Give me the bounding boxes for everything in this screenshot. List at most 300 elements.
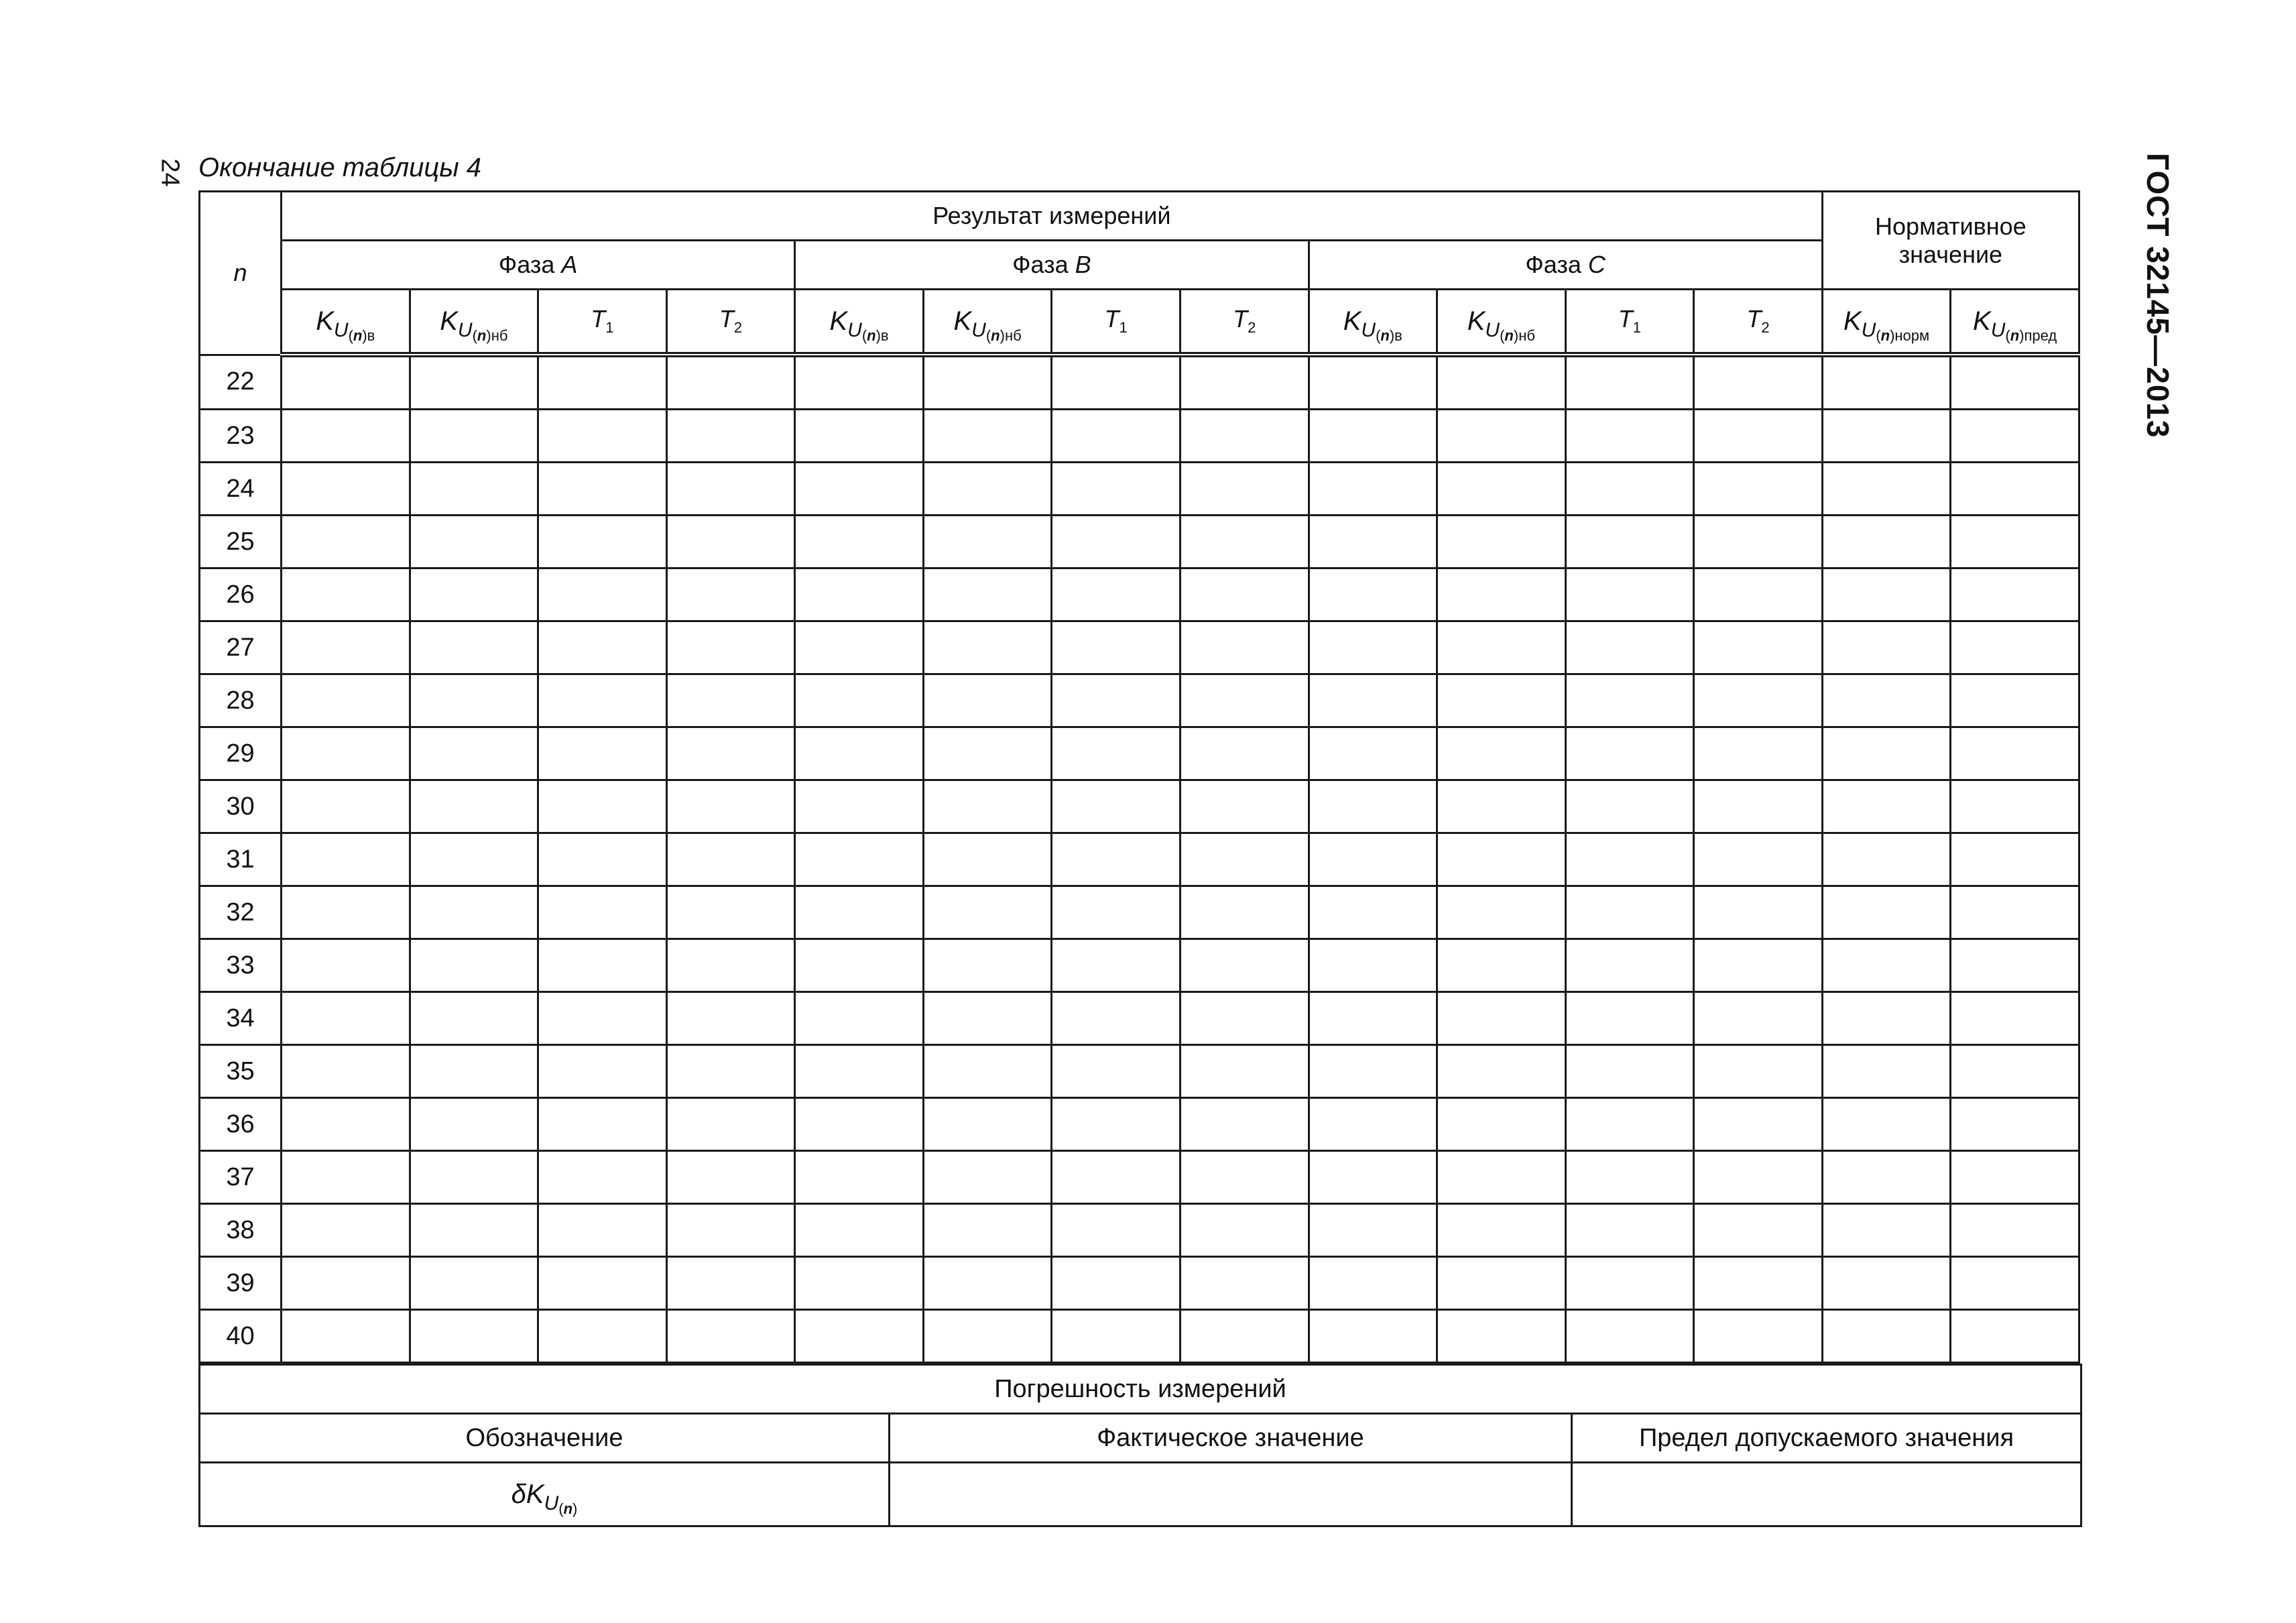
- value-cell[interactable]: [1437, 727, 1566, 780]
- value-cell[interactable]: [1822, 1098, 1951, 1151]
- value-cell[interactable]: [410, 992, 538, 1045]
- value-cell[interactable]: [282, 621, 410, 674]
- value-cell[interactable]: [1565, 463, 1694, 516]
- value-cell[interactable]: [1309, 1204, 1437, 1257]
- value-cell[interactable]: [1951, 939, 2079, 992]
- value-cell[interactable]: [1052, 833, 1181, 886]
- value-cell[interactable]: [795, 727, 924, 780]
- value-cell[interactable]: [795, 621, 924, 674]
- value-cell[interactable]: [1565, 1310, 1694, 1363]
- value-cell[interactable]: [795, 1045, 924, 1098]
- value-cell[interactable]: [1951, 568, 2079, 621]
- value-cell[interactable]: [666, 727, 795, 780]
- value-cell[interactable]: [1694, 727, 1823, 780]
- value-cell[interactable]: [282, 410, 410, 463]
- value-cell[interactable]: [1694, 1151, 1823, 1204]
- value-cell[interactable]: [1694, 516, 1823, 568]
- value-cell[interactable]: [1694, 1045, 1823, 1098]
- value-cell[interactable]: [1052, 674, 1181, 727]
- value-cell[interactable]: [1822, 1045, 1951, 1098]
- value-cell[interactable]: [282, 355, 410, 410]
- value-cell[interactable]: [666, 516, 795, 568]
- symbol-нб: $K_{U(n)нб}$: [440, 306, 508, 344]
- value-cell[interactable]: [1694, 410, 1823, 463]
- value-cell[interactable]: [282, 1310, 410, 1363]
- value-cell[interactable]: [1180, 1310, 1309, 1363]
- value-cell[interactable]: [1565, 516, 1694, 568]
- value-cell[interactable]: [1437, 780, 1566, 833]
- table-row: [200, 568, 2079, 621]
- value-cell[interactable]: [1437, 463, 1566, 516]
- value-cell[interactable]: [282, 886, 410, 939]
- value-cell[interactable]: [1437, 355, 1566, 410]
- table-row: [200, 674, 2079, 727]
- value-cell[interactable]: [1822, 939, 1951, 992]
- value-cell[interactable]: [795, 568, 924, 621]
- value-cell[interactable]: [1052, 939, 1181, 992]
- value-cell[interactable]: [1565, 727, 1694, 780]
- value-cell[interactable]: [1694, 463, 1823, 516]
- row-number: 39: [200, 1257, 282, 1310]
- value-cell[interactable]: [1180, 1151, 1309, 1204]
- value-cell[interactable]: [1309, 992, 1437, 1045]
- value-cell[interactable]: [795, 410, 924, 463]
- value-cell[interactable]: [666, 780, 795, 833]
- value-cell[interactable]: [1309, 1257, 1437, 1310]
- value-cell[interactable]: [795, 1098, 924, 1151]
- value-cell[interactable]: [923, 410, 1052, 463]
- value-cell[interactable]: [282, 1151, 410, 1204]
- value-cell[interactable]: [1180, 1204, 1309, 1257]
- value-cell[interactable]: [1052, 516, 1181, 568]
- value-cell[interactable]: [666, 410, 795, 463]
- value-cell[interactable]: [666, 674, 795, 727]
- value-cell[interactable]: [1951, 1257, 2079, 1310]
- value-cell[interactable]: [538, 355, 667, 410]
- value-cell[interactable]: [923, 516, 1052, 568]
- value-cell[interactable]: [923, 1310, 1052, 1363]
- value-cell[interactable]: [1180, 886, 1309, 939]
- value-cell[interactable]: [1052, 780, 1181, 833]
- value-cell[interactable]: [795, 1151, 924, 1204]
- value-cell[interactable]: [1052, 1310, 1181, 1363]
- value-cell[interactable]: [1822, 833, 1951, 886]
- value-cell[interactable]: [538, 886, 667, 939]
- value-cell[interactable]: [410, 1098, 538, 1151]
- value-cell[interactable]: [1694, 833, 1823, 886]
- value-cell[interactable]: [923, 463, 1052, 516]
- value-cell[interactable]: [795, 1204, 924, 1257]
- value-cell[interactable]: [282, 516, 410, 568]
- column-header-phase2-0: [1309, 290, 1437, 355]
- value-cell[interactable]: [1565, 886, 1694, 939]
- value-cell[interactable]: [282, 939, 410, 992]
- table-row: [200, 1310, 2079, 1363]
- value-cell[interactable]: [666, 568, 795, 621]
- value-cell[interactable]: [1694, 886, 1823, 939]
- value-cell[interactable]: [666, 621, 795, 674]
- value-cell[interactable]: [410, 1045, 538, 1098]
- value-cell[interactable]: [1437, 1045, 1566, 1098]
- row-number: 32: [200, 886, 282, 939]
- value-cell[interactable]: [1180, 516, 1309, 568]
- page-number: 24: [156, 158, 184, 187]
- value-cell[interactable]: [1309, 1151, 1437, 1204]
- value-cell[interactable]: [795, 939, 924, 992]
- value-cell[interactable]: [1822, 410, 1951, 463]
- value-cell[interactable]: [1694, 1257, 1823, 1310]
- value-cell[interactable]: [538, 727, 667, 780]
- value-cell[interactable]: [1180, 1257, 1309, 1310]
- value-cell[interactable]: [1437, 992, 1566, 1045]
- table-row: [200, 833, 2079, 886]
- value-cell[interactable]: [538, 621, 667, 674]
- value-cell[interactable]: [410, 1257, 538, 1310]
- value-cell[interactable]: [923, 992, 1052, 1045]
- value-cell[interactable]: [795, 674, 924, 727]
- value-cell[interactable]: [1052, 1045, 1181, 1098]
- value-cell[interactable]: [1822, 568, 1951, 621]
- value-cell[interactable]: [1180, 674, 1309, 727]
- value-cell[interactable]: [923, 886, 1052, 939]
- norm-column-header-1: [1951, 290, 2079, 355]
- phase-header-0: Фаза A: [282, 241, 795, 290]
- value-cell[interactable]: [795, 886, 924, 939]
- value-cell[interactable]: [1951, 1045, 2079, 1098]
- value-cell[interactable]: [1309, 939, 1437, 992]
- value-cell[interactable]: [1694, 939, 1823, 992]
- value-cell[interactable]: [666, 886, 795, 939]
- value-cell[interactable]: [1694, 992, 1823, 1045]
- value-cell[interactable]: [1565, 939, 1694, 992]
- column-header-phase2-3: [1694, 290, 1823, 355]
- value-cell[interactable]: [538, 939, 667, 992]
- value-cell[interactable]: [1309, 621, 1437, 674]
- norm-column-header-0: [1822, 290, 1951, 355]
- value-cell[interactable]: [1951, 463, 2079, 516]
- value-cell[interactable]: [282, 568, 410, 621]
- value-cell[interactable]: [1951, 1151, 2079, 1204]
- value-cell[interactable]: [1052, 463, 1181, 516]
- value-cell[interactable]: [410, 355, 538, 410]
- error-col-designation: Обозначение: [200, 1414, 890, 1463]
- value-cell[interactable]: [410, 727, 538, 780]
- value-cell[interactable]: [666, 1204, 795, 1257]
- value-cell[interactable]: [1694, 780, 1823, 833]
- value-cell[interactable]: [923, 1204, 1052, 1257]
- value-cell[interactable]: [1309, 410, 1437, 463]
- value-cell[interactable]: [1052, 355, 1181, 410]
- value-cell[interactable]: [1180, 992, 1309, 1045]
- column-header-phase0-0: [282, 290, 410, 355]
- value-cell[interactable]: [1309, 463, 1437, 516]
- value-cell[interactable]: [1437, 1151, 1566, 1204]
- value-cell[interactable]: [1822, 1257, 1951, 1310]
- value-cell[interactable]: [923, 355, 1052, 410]
- value-cell[interactable]: [538, 1098, 667, 1151]
- value-cell[interactable]: [410, 780, 538, 833]
- value-cell[interactable]: [795, 1310, 924, 1363]
- table-row: [200, 1204, 2079, 1257]
- value-cell[interactable]: [795, 1257, 924, 1310]
- value-cell[interactable]: [538, 1257, 667, 1310]
- value-cell[interactable]: [538, 516, 667, 568]
- value-cell[interactable]: [666, 1045, 795, 1098]
- value-cell[interactable]: [538, 568, 667, 621]
- value-cell[interactable]: [1694, 1310, 1823, 1363]
- value-cell[interactable]: [1180, 1045, 1309, 1098]
- value-cell[interactable]: [1437, 1257, 1566, 1310]
- value-cell[interactable]: [1822, 355, 1951, 410]
- value-cell[interactable]: [282, 1045, 410, 1098]
- value-cell[interactable]: [923, 780, 1052, 833]
- row-number: 28: [200, 674, 282, 727]
- value-cell[interactable]: [410, 516, 538, 568]
- value-cell[interactable]: [410, 886, 538, 939]
- value-cell[interactable]: [1565, 1098, 1694, 1151]
- value-cell[interactable]: [1437, 1098, 1566, 1151]
- value-cell[interactable]: [1437, 410, 1566, 463]
- value-cell[interactable]: [1951, 833, 2079, 886]
- value-cell[interactable]: [1822, 463, 1951, 516]
- value-cell[interactable]: [1822, 674, 1951, 727]
- value-cell[interactable]: [1309, 355, 1437, 410]
- value-cell[interactable]: [1565, 355, 1694, 410]
- value-cell[interactable]: [666, 939, 795, 992]
- value-cell[interactable]: [538, 410, 667, 463]
- value-cell[interactable]: [410, 463, 538, 516]
- value-cell[interactable]: [1052, 1204, 1181, 1257]
- value-cell[interactable]: [282, 833, 410, 886]
- row-number: 37: [200, 1151, 282, 1204]
- value-cell[interactable]: [1437, 939, 1566, 992]
- value-cell[interactable]: [1822, 992, 1951, 1045]
- value-cell[interactable]: [923, 1257, 1052, 1310]
- row-number: 24: [200, 463, 282, 516]
- value-cell[interactable]: [1309, 886, 1437, 939]
- value-cell[interactable]: [410, 1310, 538, 1363]
- value-cell[interactable]: [1951, 674, 2079, 727]
- value-cell[interactable]: [410, 621, 538, 674]
- value-cell[interactable]: [1052, 992, 1181, 1045]
- symbol-t2: $T_2$: [1746, 305, 1770, 337]
- value-cell[interactable]: [923, 1045, 1052, 1098]
- column-header-phase2-2: [1565, 290, 1694, 355]
- value-cell[interactable]: [1951, 355, 2079, 410]
- value-cell[interactable]: [1694, 1204, 1823, 1257]
- value-cell[interactable]: [1052, 621, 1181, 674]
- value-cell[interactable]: [1180, 410, 1309, 463]
- value-cell[interactable]: [1309, 1045, 1437, 1098]
- value-cell[interactable]: [666, 1257, 795, 1310]
- value-cell[interactable]: [410, 568, 538, 621]
- value-cell[interactable]: [1309, 1098, 1437, 1151]
- value-cell[interactable]: [923, 833, 1052, 886]
- value-cell[interactable]: [1694, 1098, 1823, 1151]
- error-actual-value-cell[interactable]: [890, 1463, 1572, 1526]
- value-cell[interactable]: [410, 833, 538, 886]
- value-cell[interactable]: [1565, 1204, 1694, 1257]
- value-cell[interactable]: [1180, 463, 1309, 516]
- value-cell[interactable]: [666, 1098, 795, 1151]
- value-cell[interactable]: [1309, 516, 1437, 568]
- value-cell[interactable]: [1180, 833, 1309, 886]
- column-header-phase1-0: [795, 290, 924, 355]
- value-cell[interactable]: [666, 463, 795, 516]
- value-cell[interactable]: [923, 568, 1052, 621]
- value-cell[interactable]: [1951, 780, 2079, 833]
- value-cell[interactable]: [1052, 1151, 1181, 1204]
- value-cell[interactable]: [410, 410, 538, 463]
- value-cell[interactable]: [795, 516, 924, 568]
- value-cell[interactable]: [1694, 355, 1823, 410]
- column-header-phase0-2: [538, 290, 667, 355]
- value-cell[interactable]: [1180, 1098, 1309, 1151]
- value-cell[interactable]: [1951, 992, 2079, 1045]
- value-cell[interactable]: [1052, 1257, 1181, 1310]
- value-cell[interactable]: [1052, 568, 1181, 621]
- phase-header-1: Фаза B: [795, 241, 1309, 290]
- value-cell[interactable]: [1694, 674, 1823, 727]
- error-limit-value-cell[interactable]: [1572, 1463, 2081, 1526]
- value-cell[interactable]: [1822, 886, 1951, 939]
- value-cell[interactable]: [1437, 568, 1566, 621]
- value-cell[interactable]: [282, 1257, 410, 1310]
- value-cell[interactable]: [666, 833, 795, 886]
- value-cell[interactable]: [282, 1098, 410, 1151]
- value-cell[interactable]: [538, 1204, 667, 1257]
- value-cell[interactable]: [1822, 780, 1951, 833]
- value-cell[interactable]: [1052, 410, 1181, 463]
- value-cell[interactable]: [1437, 621, 1566, 674]
- value-cell[interactable]: [1437, 1310, 1566, 1363]
- value-cell[interactable]: [795, 992, 924, 1045]
- value-cell[interactable]: [1309, 568, 1437, 621]
- value-cell[interactable]: [1951, 1204, 2079, 1257]
- value-cell[interactable]: [1822, 1204, 1951, 1257]
- value-cell[interactable]: [1951, 516, 2079, 568]
- value-cell[interactable]: [1951, 1098, 2079, 1151]
- value-cell[interactable]: [1951, 1310, 2079, 1363]
- value-cell[interactable]: [1309, 1310, 1437, 1363]
- value-cell[interactable]: [410, 939, 538, 992]
- value-cell[interactable]: [538, 674, 667, 727]
- value-cell[interactable]: [282, 727, 410, 780]
- value-cell[interactable]: [1951, 727, 2079, 780]
- value-cell[interactable]: [538, 1045, 667, 1098]
- value-cell[interactable]: [795, 463, 924, 516]
- value-cell[interactable]: [923, 1098, 1052, 1151]
- n-column-header: n: [200, 192, 282, 355]
- value-cell[interactable]: [410, 674, 538, 727]
- value-cell[interactable]: [1565, 1045, 1694, 1098]
- value-cell[interactable]: [666, 992, 795, 1045]
- value-cell[interactable]: [1565, 780, 1694, 833]
- value-cell[interactable]: [795, 355, 924, 410]
- value-cell[interactable]: [1822, 1310, 1951, 1363]
- value-cell[interactable]: [923, 939, 1052, 992]
- value-cell[interactable]: [1822, 516, 1951, 568]
- value-cell[interactable]: [538, 463, 667, 516]
- value-cell[interactable]: [1565, 568, 1694, 621]
- value-cell[interactable]: [923, 727, 1052, 780]
- value-cell[interactable]: [1437, 833, 1566, 886]
- value-cell[interactable]: [1180, 939, 1309, 992]
- value-cell[interactable]: [1565, 1151, 1694, 1204]
- value-cell[interactable]: [1180, 355, 1309, 410]
- value-cell[interactable]: [1437, 1204, 1566, 1257]
- value-cell[interactable]: [1822, 1151, 1951, 1204]
- error-designation-cell: [200, 1463, 890, 1526]
- value-cell[interactable]: [1565, 621, 1694, 674]
- value-cell[interactable]: [1052, 727, 1181, 780]
- value-cell[interactable]: [538, 833, 667, 886]
- value-cell[interactable]: [1951, 621, 2079, 674]
- value-cell[interactable]: [1180, 780, 1309, 833]
- value-cell[interactable]: [1565, 1257, 1694, 1310]
- value-cell[interactable]: [1437, 886, 1566, 939]
- value-cell[interactable]: [1309, 727, 1437, 780]
- value-cell[interactable]: [1822, 727, 1951, 780]
- value-cell[interactable]: [1437, 674, 1566, 727]
- value-cell[interactable]: [1565, 992, 1694, 1045]
- symbol-в: $K_{U(n)в}$: [316, 306, 375, 344]
- value-cell[interactable]: [1309, 674, 1437, 727]
- value-cell[interactable]: [282, 1204, 410, 1257]
- value-cell[interactable]: [1694, 621, 1823, 674]
- error-col-limit: Предел допускаемого значения: [1572, 1414, 2081, 1463]
- value-cell[interactable]: [538, 1310, 667, 1363]
- value-cell[interactable]: [666, 1310, 795, 1363]
- value-cell[interactable]: [923, 1151, 1052, 1204]
- value-cell[interactable]: [1694, 568, 1823, 621]
- value-cell[interactable]: [1180, 727, 1309, 780]
- value-cell[interactable]: [1822, 621, 1951, 674]
- table-row: [200, 463, 2079, 516]
- value-cell[interactable]: [282, 674, 410, 727]
- value-cell[interactable]: [666, 355, 795, 410]
- value-cell[interactable]: [795, 833, 924, 886]
- value-cell[interactable]: [1309, 833, 1437, 886]
- value-cell[interactable]: [1437, 516, 1566, 568]
- value-cell[interactable]: [1309, 780, 1437, 833]
- value-cell[interactable]: [538, 780, 667, 833]
- value-cell[interactable]: [923, 621, 1052, 674]
- value-cell[interactable]: [1565, 833, 1694, 886]
- value-cell[interactable]: [1052, 886, 1181, 939]
- value-cell[interactable]: [1951, 410, 2079, 463]
- value-cell[interactable]: [282, 463, 410, 516]
- value-cell[interactable]: [1565, 410, 1694, 463]
- table-row: [200, 992, 2079, 1045]
- value-cell[interactable]: [538, 1151, 667, 1204]
- value-cell[interactable]: [410, 1151, 538, 1204]
- value-cell[interactable]: [795, 780, 924, 833]
- value-cell[interactable]: [1180, 568, 1309, 621]
- value-cell[interactable]: [282, 780, 410, 833]
- symbol-t2: $T_2$: [719, 305, 743, 337]
- value-cell[interactable]: [923, 674, 1052, 727]
- value-cell[interactable]: [1565, 674, 1694, 727]
- norm-header: Нормативное значение: [1822, 192, 2079, 290]
- value-cell[interactable]: [282, 992, 410, 1045]
- value-cell[interactable]: [666, 1151, 795, 1204]
- value-cell[interactable]: [1180, 621, 1309, 674]
- value-cell[interactable]: [538, 992, 667, 1045]
- value-cell[interactable]: [410, 1204, 538, 1257]
- value-cell[interactable]: [1052, 1098, 1181, 1151]
- value-cell[interactable]: [1951, 886, 2079, 939]
